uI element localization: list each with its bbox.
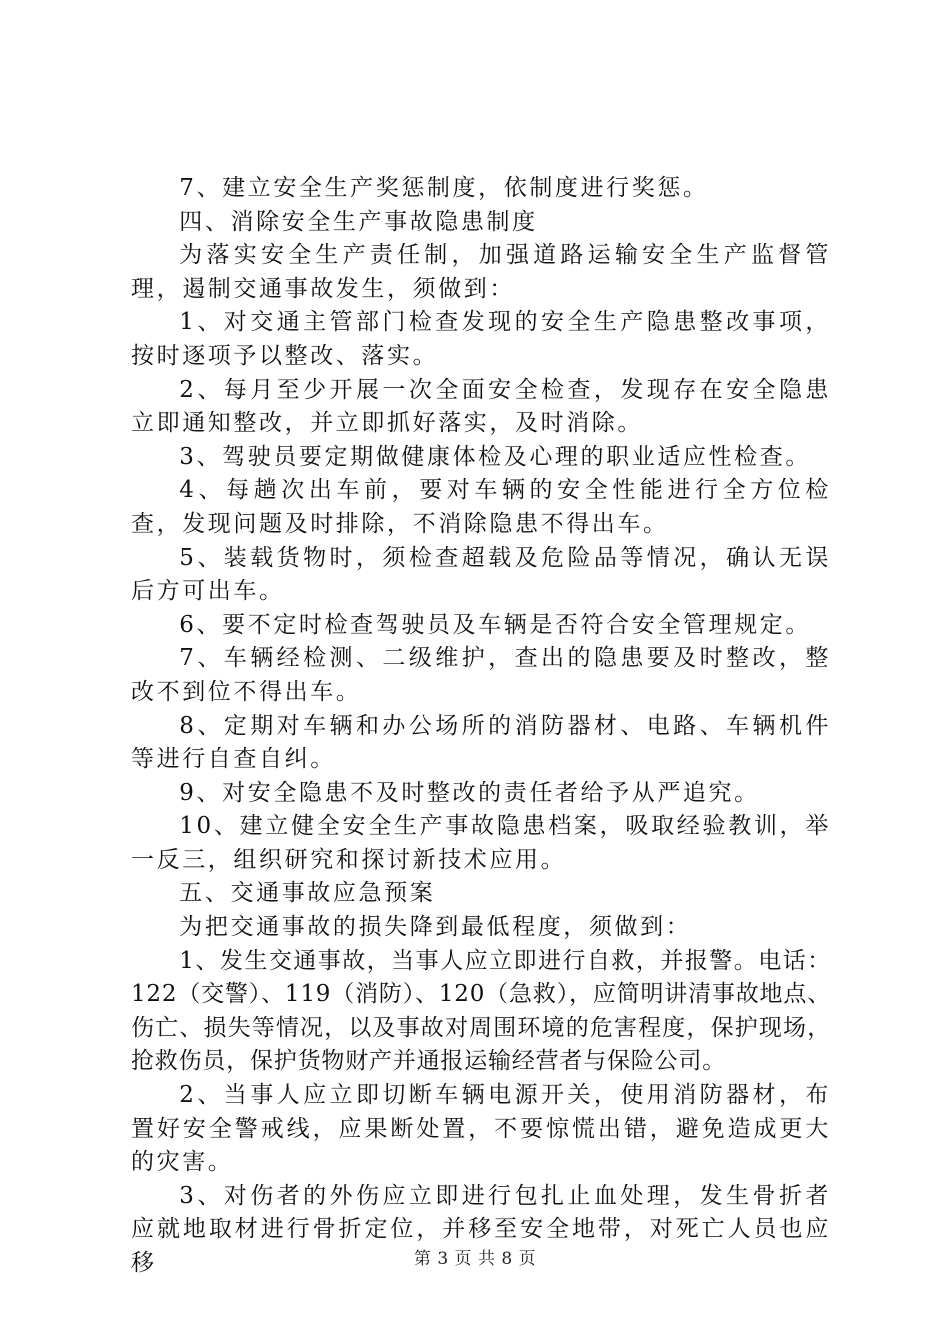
- list-item: 5、装载货物时，须检查超载及危险品等情况，确认无误后方可出车。: [131, 544, 831, 605]
- document-body: [131, 172, 831, 1281]
- list-item: 6、要不定时检查驾驶员及车辆是否符合安全管理规定。: [179, 611, 811, 638]
- list-item: 9、对安全隐患不及时整改的责任者给予从严追究。: [179, 779, 760, 806]
- list-item: 2、每月至少开展一次全面安全检查，发现存在安全隐患立即通知整改，并立即抓好落实，及时消除。: [131, 376, 831, 437]
- list-item: 3、对伤者的外伤应立即进行包扎止血处理，发生骨折者应就地取材进行骨折定位，并移至安全地带，对死亡人员也应移: [131, 1182, 831, 1276]
- section-heading: 五、交通事故应急预案: [179, 880, 436, 907]
- list-item: 2、当事人应立即切断车辆电源开关，使用消防器材，布置好安全警戒线，应果断处置，不要惊慌出错，避免造成更大的灾害。: [131, 1082, 831, 1176]
- list-item: 7、车辆经检测、二级维护，查出的隐患要及时整改，整改不到位不得出车。: [131, 645, 831, 705]
- section-heading: 四、消除安全生产事故隐患制度: [179, 208, 538, 235]
- page-number-footer: 第 3 页 共 8 页: [413, 1249, 537, 1269]
- list-item: 3、驾驶员要定期做健康体检及心理的职业适应性检查。: [179, 443, 811, 470]
- list-item: 8、定期对车辆和办公场所的消防器材、电路、车辆机件等进行自查自纠。: [131, 712, 831, 773]
- paragraph: 7、建立安全生产奖惩制度，依制度进行奖惩。: [179, 175, 709, 201]
- paragraph: 为把交通事故的损失降到最低程度，须做到：: [179, 914, 692, 941]
- list-item: 10、建立健全安全生产事故隐患档案，吸取经验教训，举一反三，组织研究和探讨新技术应用。: [131, 813, 831, 873]
- list-item: 4、每趟次出车前，要对车辆的安全性能进行全方位检查，发现问题及时排除，不消除隐患不得出车。: [131, 477, 831, 537]
- list-item: 1、对交通主管部门检查发现的安全生产隐患整改事项，按时逐项予以整改、落实。: [131, 309, 831, 369]
- list-item: 1、发生交通事故，当事人应立即进行自救，并报警。电话：122（交警）、119（消防）、120（急救），应简明讲清事故地点、伤亡、损失等情况，以及事故对周围环境的危害程度，保护现场，抢救伤员，保护货物财产并通报运输经营者与保险公司。: [131, 947, 831, 1075]
- paragraph: 为落实安全生产责任制，加强道路运输安全生产监督管理，遏制交通事故发生，须做到：: [131, 242, 831, 302]
